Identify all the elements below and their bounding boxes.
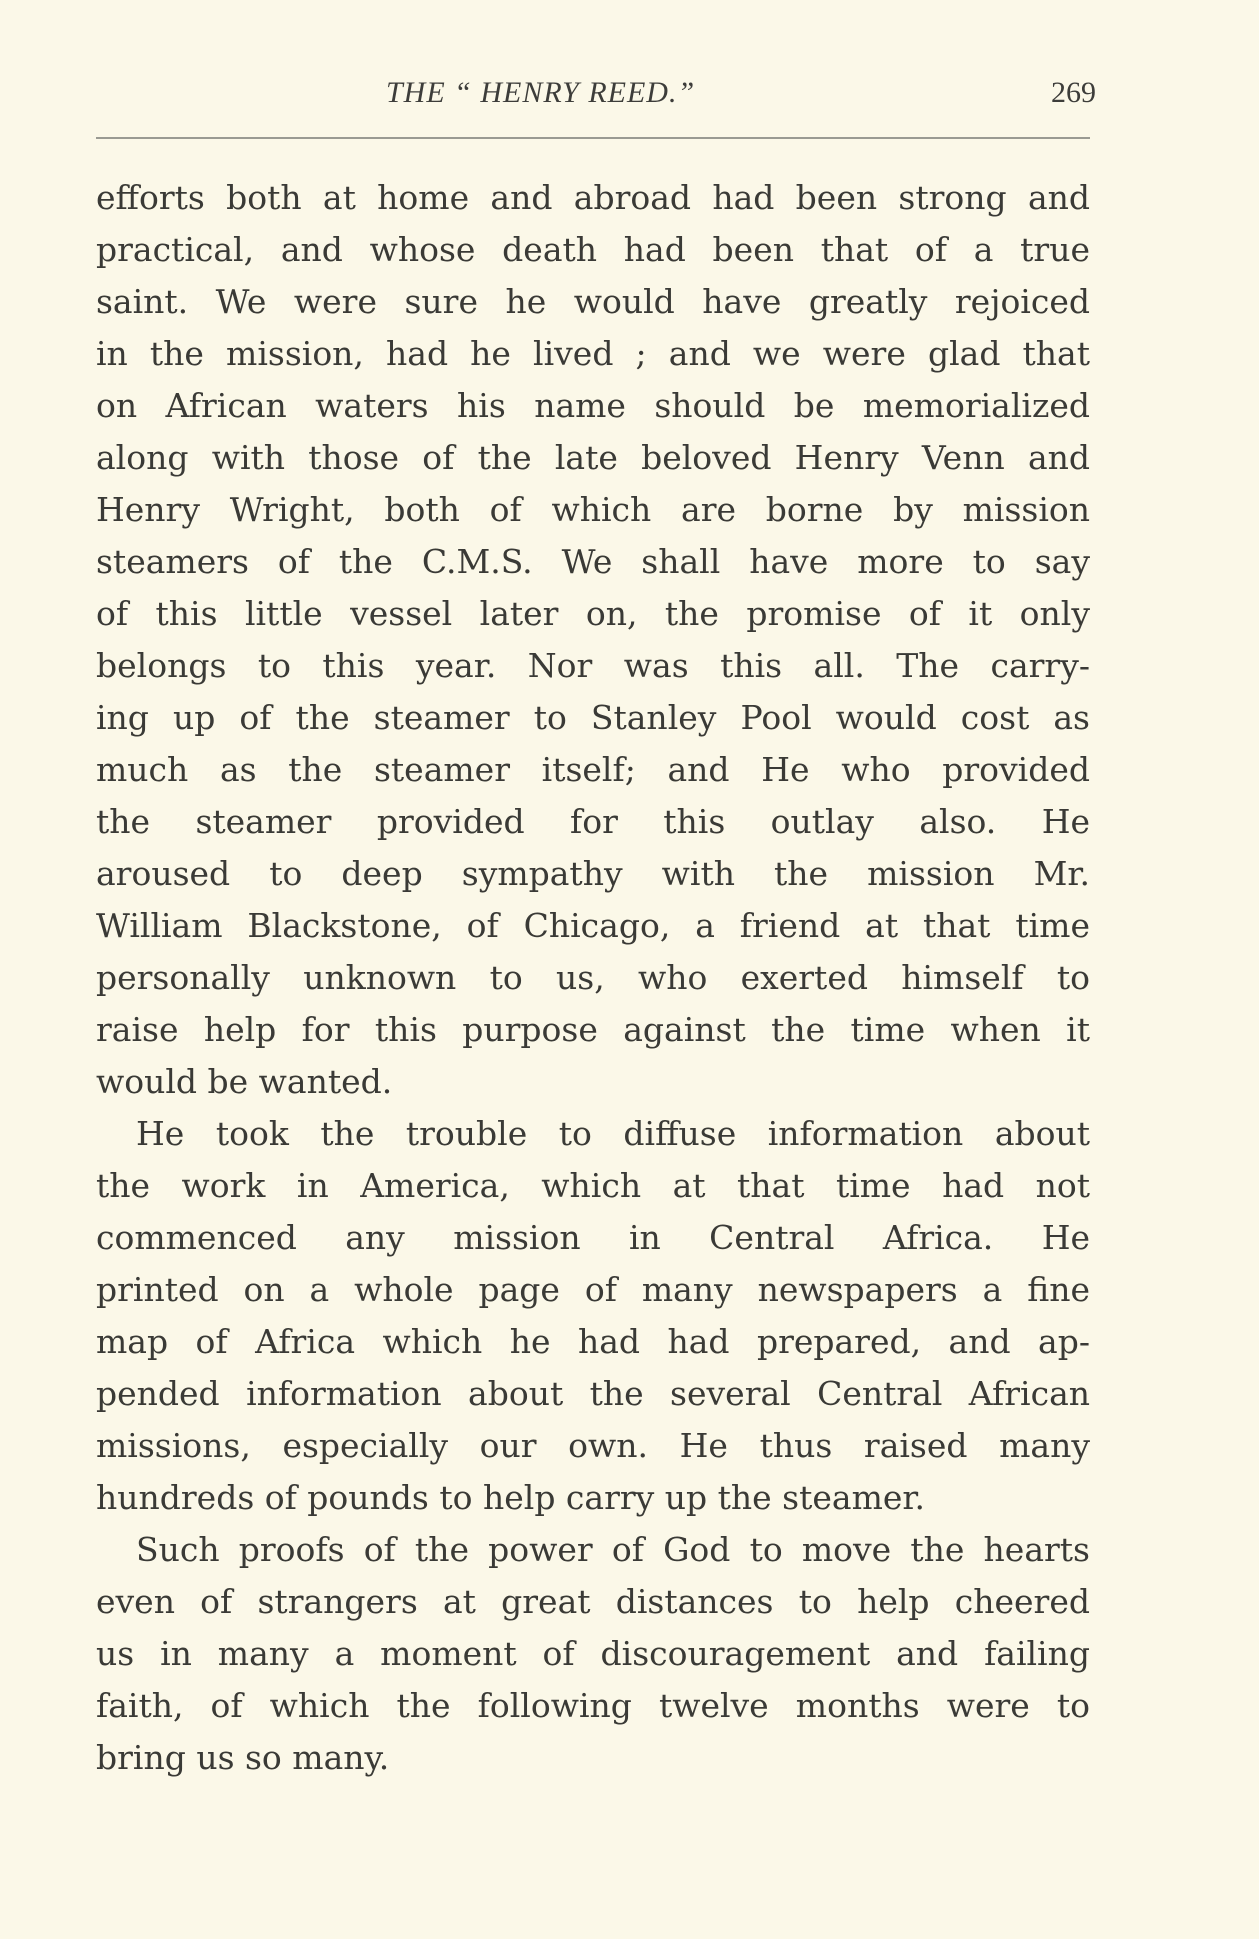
paragraph-1	[96, 172, 1090, 1108]
text-line: steamers of the C.M.S. We shall have more to say	[96, 542, 1090, 581]
text-line: practical, and whose death had been that of a true	[96, 230, 1090, 269]
text-line: the steamer provided for this outlay also. He	[96, 802, 1090, 841]
paragraph-2	[96, 1108, 1090, 1524]
text-line: even of strangers at great distances to help cheered	[96, 1582, 1090, 1621]
paragraph-3	[96, 1524, 1090, 1784]
text-line: ing up of the steamer to Stanley Pool would cost as	[96, 698, 1090, 737]
text-line: the work in America, which at that time had not	[96, 1166, 1090, 1205]
text-line: faith, of which the following twelve months were to	[96, 1686, 1090, 1725]
text-line: Such proofs of the power of God to move the hearts	[136, 1530, 1090, 1569]
text-line: would be wanted.	[96, 1062, 393, 1101]
running-title: THE “ HENRY REED.”	[386, 76, 696, 109]
page-number: 269	[1051, 76, 1096, 109]
text-line: He took the trouble to diffuse information about	[136, 1114, 1090, 1153]
text-line: missions, especially our own. He thus raised many	[96, 1426, 1090, 1465]
text-line: saint. We were sure he would have greatly rejoiced	[96, 282, 1090, 321]
text-line: belongs to this year. Nor was this all. The carry-	[96, 646, 1090, 685]
body-text	[96, 172, 1090, 1784]
header-rule	[96, 137, 1090, 139]
text-line: much as the steamer itself; and He who provided	[96, 750, 1090, 789]
text-line: in the mission, had he lived ; and we were glad that	[96, 334, 1090, 373]
text-line: Henry Wright, both of which are borne by mission	[96, 490, 1090, 529]
text-line: hundreds of pounds to help carry up the steamer.	[96, 1478, 926, 1517]
text-line: commenced any mission in Central Africa. He	[96, 1218, 1090, 1257]
text-line: along with those of the late beloved Henry Venn and	[96, 438, 1090, 477]
text-line: aroused to deep sympathy with the mission Mr.	[96, 854, 1090, 893]
text-line: map of Africa which he had had prepared, and ap-	[96, 1322, 1090, 1361]
text-line: of this little vessel later on, the promise of it only	[96, 594, 1090, 633]
text-line: efforts both at home and abroad had been strong and	[96, 178, 1090, 217]
text-line: us in many a moment of discouragement and failing	[96, 1634, 1090, 1673]
text-line: pended information about the several Central African	[96, 1374, 1090, 1413]
running-head	[96, 76, 1096, 120]
text-line: on African waters his name should be memorialized	[96, 386, 1090, 425]
text-line: William Blackstone, of Chicago, a friend at that time	[96, 906, 1090, 945]
text-line: bring us so many.	[96, 1738, 390, 1777]
text-line: printed on a whole page of many newspapers a fine	[96, 1270, 1090, 1309]
text-line: personally unknown to us, who exerted himself to	[96, 958, 1090, 997]
text-line: raise help for this purpose against the time when it	[96, 1010, 1090, 1049]
